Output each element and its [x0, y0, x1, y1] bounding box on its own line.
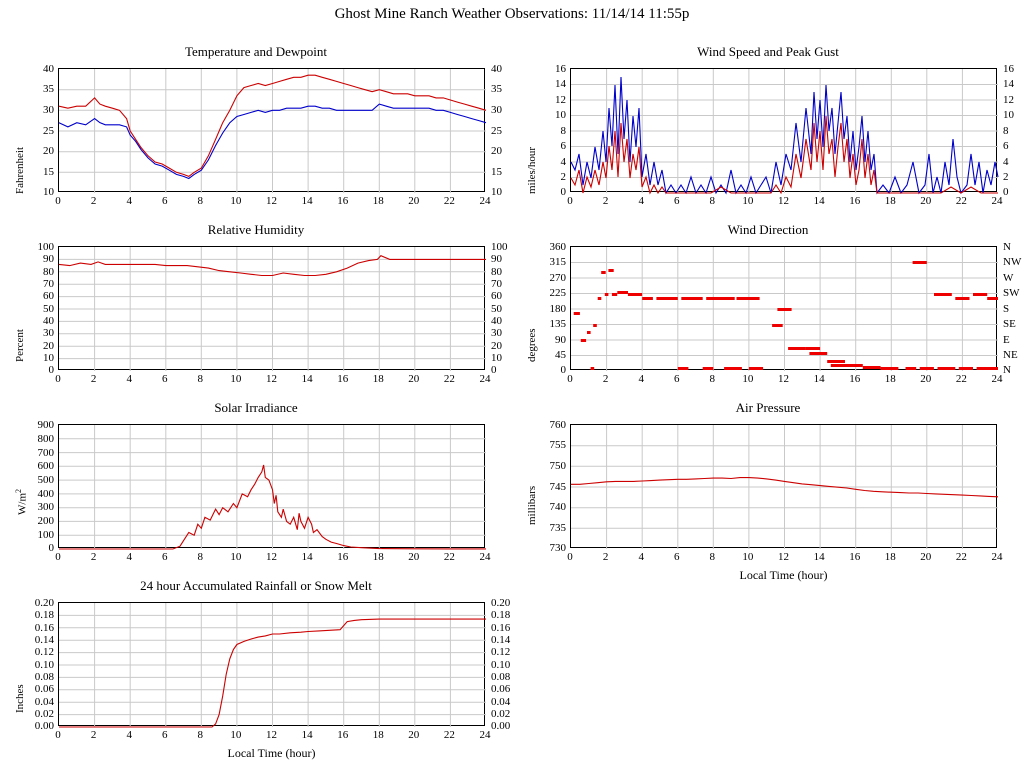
chart-accumulated-rainfall [0, 578, 512, 764]
plot-area [58, 424, 485, 548]
y-tick-right: 6 [1003, 140, 1009, 152]
y-tick: 70 [43, 278, 54, 290]
y-tick: 0.20 [34, 597, 54, 609]
plot-area [570, 424, 997, 548]
y-tick-right-compass: S [1003, 303, 1010, 315]
y-tick: 40 [43, 63, 54, 75]
x-tick: 6 [162, 195, 168, 207]
y-tick-right: 40 [491, 63, 502, 75]
x-tick: 0 [55, 551, 61, 563]
x-tick: 24 [479, 551, 491, 563]
x-tick: 20 [920, 551, 932, 563]
x-tick: 16 [337, 729, 349, 741]
x-tick: 12 [778, 551, 789, 563]
y-tick: 0.04 [34, 696, 54, 708]
x-tick: 10 [230, 195, 242, 207]
x-tick: 2 [602, 551, 609, 563]
chart-air-pressure [512, 400, 1024, 586]
x-tick: 16 [337, 195, 349, 207]
x-tick: 24 [479, 195, 491, 207]
x-tick: 14 [813, 195, 825, 207]
y-tick: 360 [549, 241, 566, 253]
plot-area [570, 246, 997, 370]
y-tick-right-compass: NE [1003, 349, 1018, 361]
x-tick: 20 [408, 195, 420, 207]
x-tick: 16 [337, 551, 349, 563]
x-tick: 6 [162, 551, 168, 563]
y-tick: 730 [549, 542, 566, 554]
chart-wind-direction [512, 222, 1024, 390]
y-tick-right: 14 [1003, 78, 1014, 90]
y-tick: 2 [560, 171, 566, 183]
plot-area [570, 68, 997, 192]
y-tick-right: 35 [491, 83, 502, 95]
x-tick: 14 [813, 373, 825, 385]
x-tick: 20 [920, 373, 932, 385]
y-tick: 500 [37, 474, 54, 486]
y-tick: 0.08 [34, 671, 54, 683]
x-tick: 20 [920, 195, 932, 207]
y-tick: 10 [43, 352, 54, 364]
y-tick-right: 20 [491, 340, 502, 352]
x-tick: 6 [674, 551, 680, 563]
x-tick: 10 [230, 729, 242, 741]
y-axis-label: degrees [526, 328, 538, 362]
y-tick: 700 [37, 447, 54, 459]
y-axis-label: millibars [526, 485, 538, 525]
x-tick: 16 [849, 373, 861, 385]
y-tick-right: 40 [491, 315, 502, 327]
x-tick: 10 [742, 373, 754, 385]
x-tick: 6 [674, 195, 680, 207]
y-tick: 100 [37, 529, 54, 541]
x-tick: 14 [813, 551, 825, 563]
y-tick-right: 100 [491, 241, 508, 253]
y-tick: 0 [48, 364, 54, 376]
y-tick: 800 [37, 433, 54, 445]
y-tick: 740 [549, 501, 566, 513]
chart-title: Wind Direction [727, 222, 809, 237]
y-tick: 50 [43, 303, 54, 315]
y-tick-right: 0.10 [491, 659, 511, 671]
y-tick-right: 0.12 [491, 646, 511, 658]
y-tick: 60 [43, 290, 54, 302]
y-tick: 0 [560, 364, 566, 376]
y-tick-right: 50 [491, 303, 502, 315]
x-tick: 10 [742, 195, 754, 207]
y-tick: 200 [37, 515, 54, 527]
x-tick: 14 [301, 551, 313, 563]
x-axis-label: Local Time (hour) [227, 746, 316, 760]
x-tick: 12 [266, 551, 277, 563]
y-tick-right: 30 [491, 104, 502, 116]
y-tick: 300 [37, 501, 54, 513]
y-tick-right: 0.20 [491, 597, 511, 609]
y-tick: 745 [549, 481, 566, 493]
y-tick-right-compass: SW [1003, 287, 1020, 299]
series-wind-direction [574, 261, 998, 370]
x-tick: 14 [301, 195, 313, 207]
chart-title: Air Pressure [735, 400, 801, 415]
y-tick-right: 0.18 [491, 609, 511, 621]
x-tick: 24 [991, 195, 1003, 207]
y-tick: 225 [549, 287, 566, 299]
x-tick: 18 [884, 551, 896, 563]
y-tick-right: 0 [491, 364, 497, 376]
x-axis-label: Local Time (hour) [739, 568, 828, 582]
y-tick: 0 [560, 186, 566, 198]
x-tick: 6 [674, 373, 680, 385]
y-tick: 0.00 [34, 720, 54, 732]
y-tick-right: 0.14 [491, 634, 511, 646]
x-tick: 20 [408, 551, 420, 563]
y-tick-right: 8 [1003, 125, 1009, 137]
y-tick: 0.10 [34, 659, 54, 671]
y-tick: 8 [560, 125, 566, 137]
y-tick-right: 25 [491, 125, 502, 137]
x-tick: 0 [567, 195, 573, 207]
x-tick: 8 [197, 373, 204, 385]
x-tick: 2 [90, 729, 97, 741]
plot-area [58, 602, 485, 726]
x-tick: 22 [955, 551, 967, 563]
y-tick: 30 [43, 327, 54, 339]
x-tick: 18 [372, 729, 384, 741]
y-tick-right: 0.04 [491, 696, 511, 708]
y-tick-right: 0.06 [491, 683, 511, 695]
x-tick: 0 [55, 373, 61, 385]
x-tick: 4 [126, 195, 132, 207]
y-tick-right: 30 [491, 327, 502, 339]
x-tick: 0 [55, 195, 61, 207]
y-tick: 0 [48, 542, 54, 554]
y-tick: 100 [37, 241, 54, 253]
x-tick: 4 [638, 551, 644, 563]
x-tick: 14 [301, 729, 313, 741]
x-tick: 2 [602, 195, 609, 207]
x-tick: 0 [55, 729, 61, 741]
x-tick: 0 [567, 551, 573, 563]
y-tick: 0.14 [34, 634, 54, 646]
y-tick-right-compass: N [1003, 241, 1011, 253]
y-tick: 735 [549, 522, 566, 534]
y-tick: 900 [37, 419, 54, 431]
y-tick-right: 0 [1003, 186, 1009, 198]
y-tick: 135 [549, 318, 566, 330]
y-axis-label: Percent [14, 329, 26, 362]
x-tick: 24 [479, 373, 491, 385]
y-tick: 90 [555, 334, 566, 346]
y-tick: 30 [43, 104, 54, 116]
plot-area [58, 68, 485, 192]
x-tick: 24 [991, 551, 1003, 563]
chart-solar-irradiance [0, 400, 512, 568]
y-tick: 600 [37, 460, 54, 472]
y-tick: 25 [43, 125, 54, 137]
y-tick-right: 15 [491, 166, 502, 178]
x-tick: 22 [955, 373, 967, 385]
y-tick-right: 80 [491, 266, 502, 278]
x-tick: 20 [408, 373, 420, 385]
y-tick-right-compass: E [1003, 334, 1010, 346]
x-tick: 16 [849, 551, 861, 563]
x-tick: 2 [602, 373, 609, 385]
y-tick-right-compass: W [1003, 272, 1014, 284]
y-tick-right: 10 [1003, 109, 1014, 121]
y-tick: 0.16 [34, 622, 54, 634]
x-tick: 10 [230, 551, 242, 563]
y-tick-right-compass: NW [1003, 256, 1022, 268]
y-tick-right: 10 [491, 352, 502, 364]
x-tick: 22 [955, 195, 967, 207]
x-tick: 22 [443, 373, 455, 385]
x-tick: 22 [443, 551, 455, 563]
chart-title: 24 hour Accumulated Rainfall or Snow Melt [140, 578, 372, 593]
x-tick: 24 [479, 729, 491, 741]
y-tick: 35 [43, 83, 54, 95]
y-tick: 0.02 [34, 708, 54, 720]
y-tick: 90 [43, 253, 54, 265]
y-tick: 0.06 [34, 683, 54, 695]
x-tick: 24 [991, 373, 1003, 385]
y-tick-right: 0.16 [491, 622, 511, 634]
x-tick: 18 [372, 551, 384, 563]
x-tick: 10 [742, 551, 754, 563]
x-tick: 18 [884, 195, 896, 207]
y-tick-right-compass: SE [1003, 318, 1016, 330]
y-tick: 755 [549, 439, 566, 451]
y-tick: 4 [560, 156, 566, 168]
y-tick-right: 0.00 [491, 720, 511, 732]
y-tick: 400 [37, 488, 54, 500]
x-tick: 12 [778, 195, 789, 207]
x-tick: 12 [266, 729, 277, 741]
chart-title: Relative Humidity [207, 222, 305, 237]
plot-area [58, 246, 485, 370]
x-tick: 18 [884, 373, 896, 385]
y-tick-right: 20 [491, 145, 502, 157]
x-tick: 18 [372, 195, 384, 207]
y-tick: 14 [555, 78, 566, 90]
y-axis-label-exponent: 2 [14, 489, 23, 493]
x-tick: 4 [638, 373, 644, 385]
y-tick-right: 70 [491, 278, 502, 290]
x-tick: 6 [162, 729, 168, 741]
y-tick: 20 [43, 145, 54, 157]
y-tick: 40 [43, 315, 54, 327]
y-tick: 20 [43, 340, 54, 352]
x-tick: 22 [443, 729, 455, 741]
y-tick-right: 4 [1003, 156, 1009, 168]
y-tick-right: 2 [1003, 171, 1009, 183]
x-tick: 0 [567, 373, 573, 385]
chart-title: Solar Irradiance [214, 400, 298, 415]
x-tick: 8 [709, 195, 716, 207]
x-tick: 18 [372, 373, 384, 385]
y-tick: 6 [560, 140, 566, 152]
x-tick: 8 [197, 195, 204, 207]
chart-title: Wind Speed and Peak Gust [697, 44, 839, 59]
x-tick: 8 [197, 729, 204, 741]
y-tick-right: 16 [1003, 63, 1014, 75]
y-axis-label: Inches [14, 684, 26, 713]
x-tick: 16 [849, 195, 861, 207]
x-tick: 14 [301, 373, 313, 385]
y-tick: 16 [555, 63, 566, 75]
y-tick-right: 90 [491, 253, 502, 265]
chart-wind-speed-peak-gust [512, 44, 1024, 212]
x-tick: 8 [709, 551, 716, 563]
y-tick: 0.12 [34, 646, 54, 658]
x-tick: 4 [126, 729, 132, 741]
y-axis-label-text: W/m [16, 493, 29, 515]
y-axis-label: Fahrenheit [14, 146, 26, 194]
chart-temperature-dewpoint [0, 44, 512, 212]
x-tick: 2 [90, 551, 97, 563]
x-tick: 8 [197, 551, 204, 563]
x-tick: 4 [126, 373, 132, 385]
y-tick-right: 60 [491, 290, 502, 302]
y-tick: 315 [549, 256, 566, 268]
x-tick: 10 [230, 373, 242, 385]
x-tick: 4 [126, 551, 132, 563]
x-tick: 16 [337, 373, 349, 385]
x-tick: 8 [709, 373, 716, 385]
y-tick-right: 0.02 [491, 708, 511, 720]
x-tick: 4 [638, 195, 644, 207]
y-tick: 45 [555, 349, 566, 361]
x-tick: 2 [90, 373, 97, 385]
chart-title: Temperature and Dewpoint [184, 44, 328, 59]
y-tick-right: 12 [1003, 94, 1014, 106]
x-tick: 22 [443, 195, 455, 207]
x-tick: 12 [266, 373, 277, 385]
x-tick: 6 [162, 373, 168, 385]
x-tick: 20 [408, 729, 420, 741]
y-tick: 270 [549, 272, 566, 284]
chart-relative-humidity [0, 222, 512, 390]
page-title: Ghost Mine Ranch Weather Observations: 11/14/14 11:55p [334, 6, 690, 22]
y-tick: 180 [549, 303, 566, 315]
y-axis-label: miles/hour [526, 146, 538, 194]
y-tick-right-compass: N [1003, 364, 1011, 376]
y-tick: 80 [43, 266, 54, 278]
y-tick-right: 0.08 [491, 671, 511, 683]
y-tick: 10 [43, 186, 54, 198]
x-tick: 2 [90, 195, 97, 207]
x-tick: 12 [266, 195, 277, 207]
y-tick: 750 [549, 460, 566, 472]
y-tick: 12 [555, 94, 566, 106]
y-tick-right: 10 [491, 186, 502, 198]
y-tick: 0.18 [34, 609, 54, 621]
y-tick: 10 [555, 109, 566, 121]
y-tick: 760 [549, 419, 566, 431]
y-tick: 15 [43, 166, 54, 178]
x-tick: 12 [778, 373, 789, 385]
